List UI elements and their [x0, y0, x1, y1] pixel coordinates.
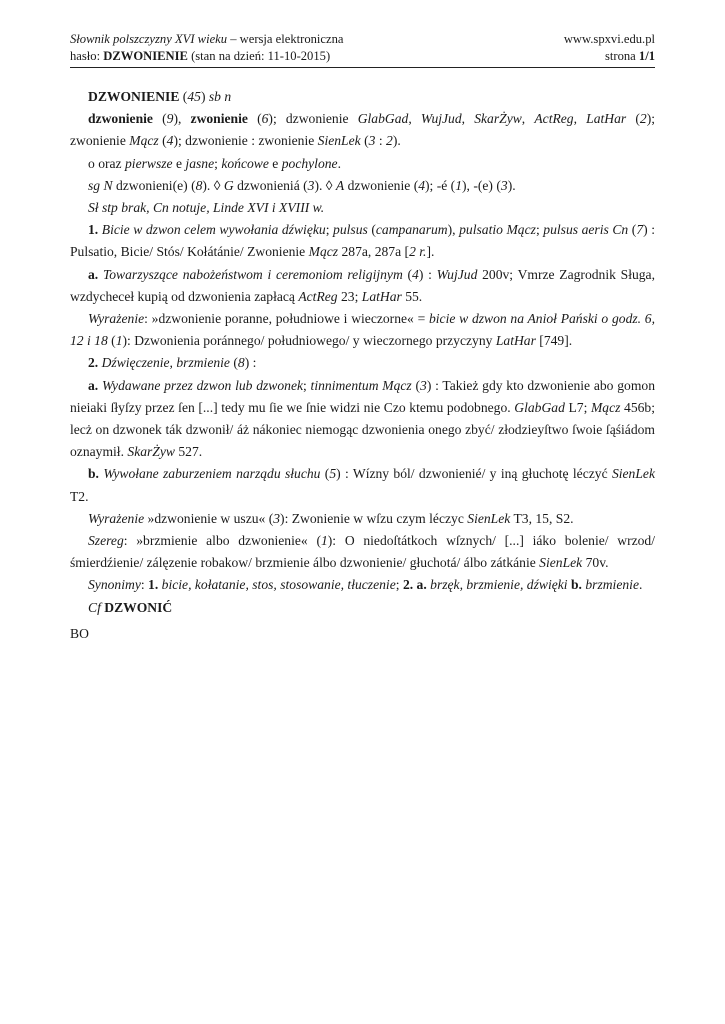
- header-row-1: [70, 31, 655, 48]
- inflection-line: sg N dzwonieni(e) (8). ◊ G dzwonieniá (3). ◊ A dzwonienie (4); -é (1), -(e) (3).: [88, 177, 516, 193]
- headword-line: DZWONIENIE (45) sb n: [88, 89, 232, 104]
- sources-note: Sł stp brak, Cn notuje, Linde XVI i XVIII w.: [88, 200, 325, 216]
- forms-paragraph: dzwonienie (9), zwonienie (6); dzwonienie GlabGad, WujJud, SkarŻyw, ActReg, LatHar (2); zwonienie Mącz (4); dzwonienie : zwonienie SienLek (3 : 2).: [70, 111, 656, 149]
- sense-2b: b. Wywołane zaburzeniem narządu słuchu (5) : Wízny ból/ dzwonienié/ y iną głuchotę léczyć SienLek T2.: [70, 466, 655, 504]
- header-divider: [70, 67, 655, 68]
- headword: DZWONIENIE: [88, 89, 180, 104]
- dictionary-title: Słownik polszczyzny XVI wieku – wersja elektroniczna: [70, 32, 344, 46]
- orthography-line: o oraz pierwsze e jasne; końcowe e pochylone.: [88, 155, 341, 171]
- author-initials: BO: [70, 625, 89, 641]
- sense-2a: a. Wydawane przez dzwon lub dzwonek; tinnimentum Mącz (3) : Takież gdy kto dzwonienie abo gomon nieiaki ſłyſzy przez ſen [...] tedy mu ſie we ſnie widzi nie Czo ktemu podobnego. GlabGad L7; Mącz 456b; lecż on dzwonek ták dzwonił/ áż nákoniec niemogąc dzwonienia onego zbyć/ złodzieyſtwo ſwoie ſąśiádom oznaymił. SkarŻyw 527.: [70, 377, 655, 460]
- entry-status: hasło: DZWONIENIE (stan na dzień: 11-10-2015): [70, 49, 331, 63]
- sense-2: 2. Dźwięczenie, brzmienie (8) :: [88, 355, 257, 371]
- cross-reference: Cf DZWONIĆ: [88, 599, 173, 615]
- header-row-2: [70, 48, 655, 65]
- page-header: [70, 31, 655, 65]
- synonyms: Synonimy: 1. bicie, kołatanie, stos, stosowanie, tłuczenie; 2. a. brzęk, brzmienie, dźwięki b. brzmienie.: [88, 577, 643, 593]
- sense-1a: a. Towarzyszące nabożeństwom i ceremoniom religijnym (4) : WujJud 200v; Vmrze Zagrodnik Sługa, wzdycheceł kupią od dzwonienia zapłacą ActReg 23; LatHar 55.: [70, 266, 655, 304]
- expression-2: Wyrażenie »dzwonienie w uszu« (3): Zwonienie w wſzu czym léczyc SienLek T3, 15, S2.: [88, 510, 574, 526]
- expression-1: Wyrażenie: »dzwonienie poranne, południowe i wieczorne« = bicie w dzwon na Anioł Pański o godz. 6, 12 i 18 (1): Dzwonienia poránnego/ południowego/ y wieczornego przyczyny LatHar [749].: [70, 311, 655, 349]
- sense-1: 1. Bicie w dzwon celem wywołania dźwięku; pulsus (campanarum), pulsatio Mącz; pulsus aeris Cn (7) : Pulsatio, Bicie/ Stós/ Kołátánie/ Zwonienie Mącz 287a, 287a [2 r.].: [70, 222, 655, 260]
- cf-link[interactable]: DZWONIĆ: [104, 599, 173, 615]
- page-indicator: strona 1/1: [604, 49, 655, 63]
- entry-body: [70, 86, 655, 645]
- szereg: Szereg: »brzmienie albo dzwonienie« (1): O niedoſtátkoch wſznych/ [...] iáko bolenie/ wrzod/ śmierdźienie/ zálęzenie robakow/ brzmienie álbo dzwonienie/ głuchotá/ álbo zátkánie SienLek 70v.: [70, 533, 656, 571]
- site-url[interactable]: www.spxvi.edu.pl: [563, 32, 655, 46]
